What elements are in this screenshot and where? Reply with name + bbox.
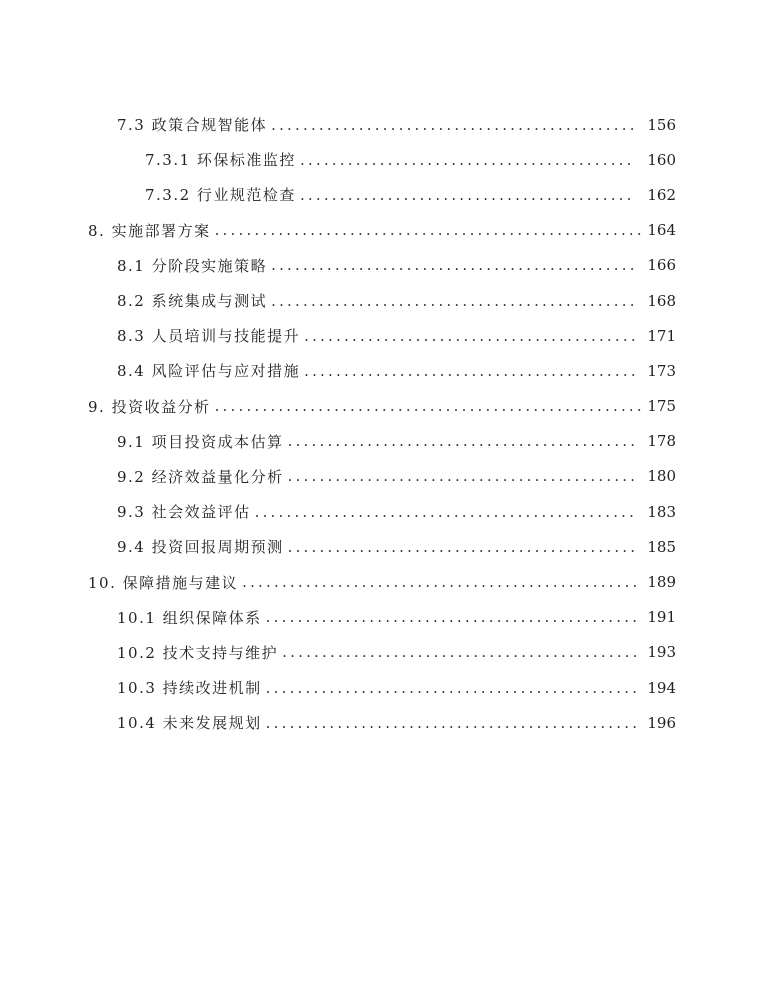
toc-entry-page: 160: [647, 150, 676, 169]
toc-entry-page: 178: [647, 432, 676, 451]
toc-entry[interactable]: [0, 213, 765, 248]
toc-entry-title: 9.3 社会效益评估: [117, 503, 251, 522]
toc-entry[interactable]: [0, 283, 765, 318]
toc-entry-page: 162: [647, 185, 676, 204]
toc-leader-dots: [215, 221, 642, 239]
toc-leader-dots: [271, 256, 636, 274]
toc-entry-page: 191: [647, 608, 676, 627]
toc-entry-title: 7.3.1 环保标准监控: [145, 151, 296, 170]
toc-entry[interactable]: [0, 705, 765, 740]
toc-entry-page: 185: [647, 537, 676, 556]
toc-entry[interactable]: [0, 142, 765, 177]
toc-leader-dots: [304, 362, 636, 380]
toc-entry[interactable]: [0, 600, 765, 635]
toc-entry-title: 7.3.2 行业规范检查: [145, 186, 296, 205]
toc-leader-dots: [271, 292, 636, 310]
toc-entry-page: 173: [647, 361, 676, 380]
toc-entry[interactable]: [0, 564, 765, 599]
toc-leader-dots: [300, 186, 636, 204]
toc-leader-dots: [288, 432, 636, 450]
toc-entry-page: 164: [647, 221, 676, 240]
toc-entry-title: 8.4 风险评估与应对措施: [117, 362, 301, 381]
toc-entry-title: 9. 投资收益分析: [88, 397, 211, 416]
toc-entry-title: 10.3 持续改进机制: [117, 679, 262, 698]
toc-entry-title: 8.3 人员培训与技能提升: [117, 327, 301, 346]
toc-entry-page: 171: [647, 326, 676, 345]
toc-entry-title: 8.2 系统集成与测试: [117, 292, 268, 311]
toc-entry-page: 193: [647, 643, 676, 662]
table-of-contents: [0, 107, 765, 740]
toc-entry-title: 8. 实施部署方案: [88, 221, 211, 240]
toc-entry[interactable]: [0, 318, 765, 353]
toc-entry-title: 9.2 经济效益量化分析: [117, 467, 284, 486]
toc-entry-title: 10.4 未来发展规划: [117, 714, 262, 733]
toc-entry-title: 9.1 项目投资成本估算: [117, 432, 284, 451]
toc-entry-page: 194: [647, 678, 676, 697]
toc-entry[interactable]: [0, 529, 765, 564]
toc-entry[interactable]: [0, 424, 765, 459]
toc-entry-page: 180: [647, 467, 676, 486]
toc-entry-title: 7.3 政策合规智能体: [117, 116, 268, 135]
toc-entry-page: 156: [647, 115, 676, 134]
toc-entry-title: 10.2 技术支持与维护: [117, 643, 279, 662]
toc-entry-page: 183: [647, 502, 676, 521]
toc-entry-page: 196: [647, 713, 676, 732]
toc-leader-dots: [288, 467, 636, 485]
toc-entry[interactable]: [0, 459, 765, 494]
toc-entry-title: 10. 保障措施与建议: [88, 573, 239, 592]
toc-leader-dots: [304, 327, 636, 345]
toc-entry[interactable]: [0, 353, 765, 388]
toc-leader-dots: [215, 397, 642, 415]
toc-leader-dots: [288, 538, 636, 556]
toc-entry-title: 10.1 组织保障体系: [117, 608, 262, 627]
toc-entry-page: 168: [647, 291, 676, 310]
toc-entry[interactable]: [0, 107, 765, 142]
toc-leader-dots: [266, 679, 636, 697]
toc-entry[interactable]: [0, 177, 765, 212]
toc-entry-title: 8.1 分阶段实施策略: [117, 256, 268, 275]
toc-entry-page: 175: [647, 397, 676, 416]
toc-leader-dots: [255, 503, 636, 521]
toc-entry[interactable]: [0, 248, 765, 283]
toc-leader-dots: [271, 116, 636, 134]
toc-entry[interactable]: [0, 389, 765, 424]
toc-entry[interactable]: [0, 635, 765, 670]
toc-leader-dots: [242, 573, 642, 591]
toc-entry-title: 9.4 投资回报周期预测: [117, 538, 284, 557]
toc-leader-dots: [266, 714, 636, 732]
toc-entry-page: 166: [647, 256, 676, 275]
toc-leader-dots: [282, 643, 636, 661]
toc-entry[interactable]: [0, 494, 765, 529]
toc-leader-dots: [266, 608, 636, 626]
toc-entry[interactable]: [0, 670, 765, 705]
toc-leader-dots: [300, 151, 636, 169]
toc-entry-page: 189: [647, 573, 676, 592]
